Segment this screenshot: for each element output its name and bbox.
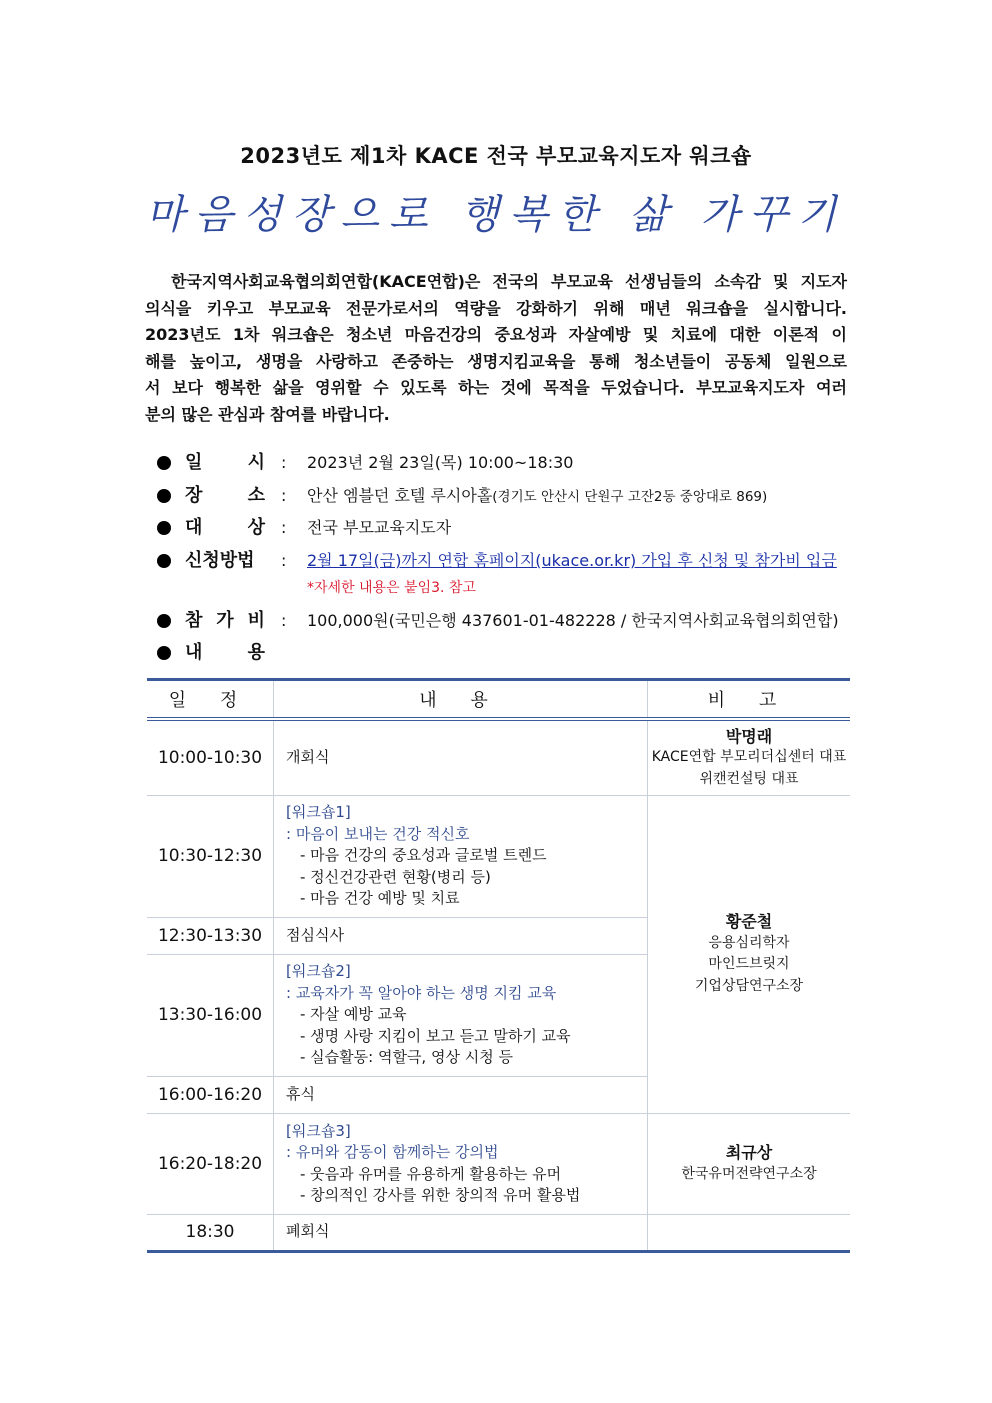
time-cell: 16:20-18:20 [147, 1113, 274, 1214]
speaker-cell [648, 1113, 851, 1214]
workshop-item: - 생명 사랑 지킴이 보고 듣고 말하기 교육 [300, 1026, 571, 1045]
place-address: (경기도 안산시 단원구 고잔2동 중앙대로 869) [492, 489, 768, 505]
colon: : [281, 453, 287, 472]
intro-line: 서 보다 행복한 삶을 영위할 수 있도록 하는 것에 목적을 두었습니다. 부모교육지도자 여러 [145, 378, 847, 398]
workshop-item: - 창의적인 강사를 위한 창의적 유머 활용법 [300, 1186, 581, 1204]
workshop-label: [워크숍1] [286, 803, 351, 822]
time-cell: 13:30-16:00 [147, 954, 274, 1076]
content-cell: 휴식 [274, 1076, 648, 1113]
speaker-name: 황준철 [725, 912, 773, 931]
colon: : [281, 611, 287, 630]
workshop-item: - 자살 예방 교육 [300, 1005, 407, 1024]
workshop-label: [워크숍3] [286, 1121, 351, 1140]
intro-line: 2023년도 1차 워크숍은 청소년 마음건강의 중요성과 자살예방 및 치료에 대한 이론적 이 [145, 325, 847, 345]
colon: : [281, 486, 287, 505]
workshop-item: - 마음 건강 예방 및 치료 [300, 889, 460, 908]
speaker-title: KACE연합 부모리더십센터 대표 [651, 749, 847, 765]
header-content: 내 용 [274, 680, 648, 720]
speaker-title: 기업상담연구소장 [694, 977, 804, 994]
info-value: 전국 부모교육지도자 [307, 518, 452, 537]
intro-paragraph [145, 269, 847, 429]
content-cell [274, 954, 648, 1076]
content-cell: 개회식 [274, 719, 648, 795]
workshop-topic: : 교육자가 꼭 알아야 하는 생명 지킴 교육 [286, 983, 557, 1002]
place-name: 안산 엠블던 호텔 루시아홀 [307, 486, 493, 505]
time-cell: 12:30-13:30 [147, 917, 274, 954]
workshop-item: - 실습활동: 역할극, 영상 시청 등 [300, 1048, 513, 1067]
workshop-item: - 정신건강관련 현황(병리 등) [300, 867, 491, 886]
intro-line: 해를 높이고, 생명을 사랑하고 존중하는 생명지킴교육을 통해 청소년들이 공동체 일원으로 [145, 351, 847, 371]
time-cell: 16:00-16:20 [147, 1076, 274, 1113]
apply-link[interactable]: 2월 17일(금)까지 연합 홈페이지(ukace.or.kr) 가입 후 신청 및 참가비 입금 [307, 551, 837, 570]
speaker-name: 최규상 [725, 1143, 773, 1162]
bullet-icon [157, 554, 171, 568]
content-cell [274, 795, 648, 917]
time-cell: 10:30-12:30 [147, 795, 274, 917]
info-label: 내 용 [185, 642, 265, 663]
time-cell: 18:30 [147, 1214, 274, 1251]
info-label: 참 가 비 [185, 610, 265, 631]
colon: : [281, 551, 287, 570]
table-row [147, 1214, 850, 1251]
info-label: 대 상 [185, 517, 265, 538]
table-header-row [147, 680, 850, 720]
bullet-icon [157, 646, 171, 660]
speaker-name: 박명래 [725, 726, 773, 746]
workshop-label: [워크숍2] [286, 962, 351, 981]
workshop-topic: : 마음이 보내는 건강 적신호 [286, 824, 470, 843]
bullet-icon [157, 489, 171, 503]
speaker-title: 한국유머전략연구소장 [681, 1165, 817, 1182]
colon: : [281, 518, 287, 537]
workshop-item: - 웃음과 유머를 유용하게 활용하는 유머 [300, 1164, 562, 1183]
speaker-cell [648, 719, 851, 795]
table-row [147, 719, 850, 795]
intro-line: 한국지역사회교육협의회연합(KACE연합)은 전국의 부모교육 선생님들의 소속감 및 지도자 [171, 272, 847, 291]
table-row [147, 1113, 850, 1214]
workshop-item: - 마음 건강의 중요성과 글로벌 트렌드 [300, 846, 547, 865]
info-label: 일 시 [185, 452, 265, 473]
header-time: 일 정 [147, 680, 274, 720]
bullet-icon [157, 456, 171, 470]
speaker-title: 응용심리학자 [708, 934, 790, 951]
workshop-topic: : 유머와 감동이 함께하는 강의법 [286, 1143, 499, 1161]
content-cell: 점심식사 [274, 917, 648, 954]
document-title: 2023년도 제1차 KACE 전국 부모교육지도자 워크숍 [240, 144, 752, 168]
schedule-table [147, 678, 850, 1253]
bullet-icon [157, 521, 171, 535]
intro-line: 의식을 키우고 부모교육 전문가로서의 역량을 강화하기 위해 매년 워크숍을 실시합니다. [145, 298, 847, 318]
info-value: 2023년 2월 23일(목) 10:00~18:30 [307, 453, 574, 472]
speaker-title: 위캔컨설팅 대표 [699, 770, 799, 787]
table-row [147, 795, 850, 917]
time-cell: 10:00-10:30 [147, 719, 274, 795]
info-value: 100,000원(국민은행 437601-01-482228 / 한국지역사회교육협의회연합) [307, 611, 839, 630]
header-note: 비 고 [648, 680, 851, 720]
info-label: 신청방법 [185, 550, 255, 571]
info-label: 장 소 [185, 485, 265, 506]
speaker-title: 마인드브릿지 [708, 956, 790, 972]
content-cell: 폐회식 [274, 1214, 648, 1251]
document-subtitle: 마음성장으로 행복한 삶 가꾸기 [145, 192, 847, 238]
content-cell [274, 1113, 648, 1214]
bullet-icon [157, 614, 171, 628]
speaker-cell [648, 795, 851, 1113]
intro-line: 분의 많은 관심과 참여를 바랍니다. [145, 404, 390, 424]
info-value [307, 483, 767, 510]
empty-note-cell [648, 1214, 851, 1251]
apply-note: *자세한 내용은 붙임3. 참고 [307, 580, 476, 596]
